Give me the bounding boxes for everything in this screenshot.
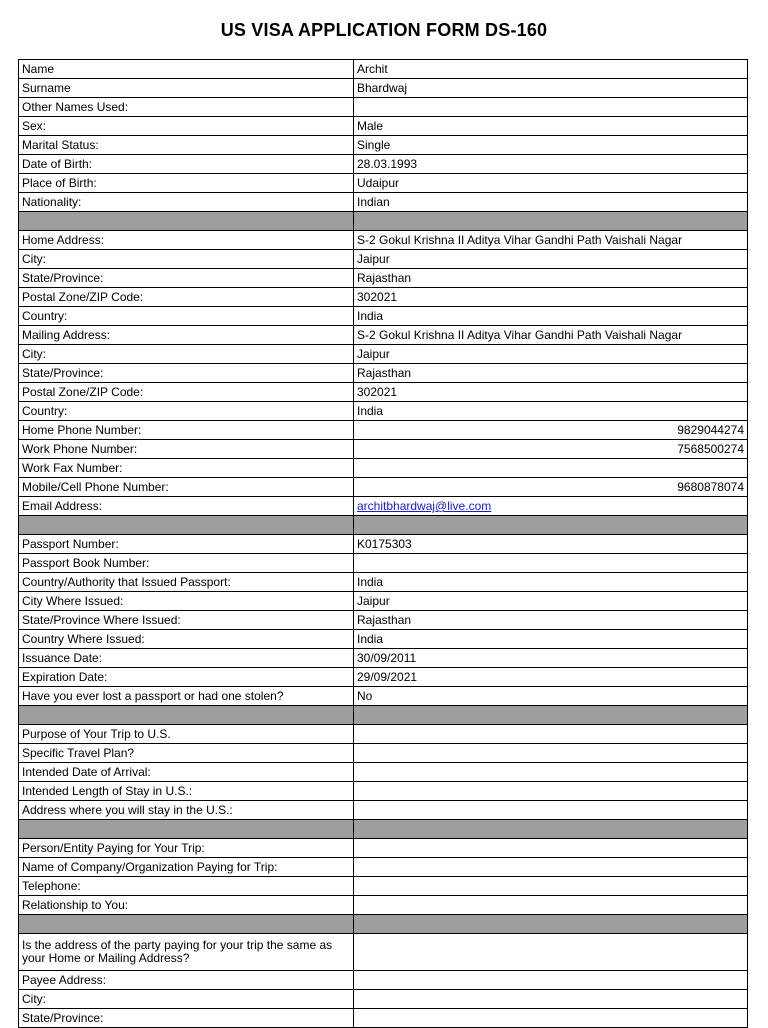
field-label: Country: xyxy=(19,402,354,421)
field-label: Relationship to You: xyxy=(19,896,354,915)
field-value xyxy=(354,98,748,117)
field-value xyxy=(354,877,748,896)
form-row xyxy=(19,971,748,990)
application-form-table xyxy=(18,59,748,1028)
form-row xyxy=(19,345,748,364)
form-row xyxy=(19,117,748,136)
field-label: Telephone: xyxy=(19,877,354,896)
field-value: Jaipur xyxy=(354,592,748,611)
field-value: Jaipur xyxy=(354,345,748,364)
field-label: Name of Company/Organization Paying for Trip: xyxy=(19,858,354,877)
form-row xyxy=(19,231,748,250)
field-value: 302021 xyxy=(354,383,748,402)
field-value: Rajasthan xyxy=(354,269,748,288)
form-row xyxy=(19,383,748,402)
field-label: Issuance Date: xyxy=(19,649,354,668)
section-divider xyxy=(19,820,748,839)
form-row xyxy=(19,155,748,174)
field-value: 29/09/2021 xyxy=(354,668,748,687)
field-label: Name xyxy=(19,60,354,79)
section-divider-cell xyxy=(354,212,748,231)
form-row xyxy=(19,877,748,896)
field-value: India xyxy=(354,630,748,649)
field-label: Sex: xyxy=(19,117,354,136)
field-value: S-2 Gokul Krishna II Aditya Vihar Gandhi Path Vaishali Nagar xyxy=(354,231,748,250)
field-value: 7568500274 xyxy=(354,440,748,459)
field-label: State/Province: xyxy=(19,269,354,288)
form-row xyxy=(19,440,748,459)
form-row xyxy=(19,573,748,592)
form-row xyxy=(19,402,748,421)
field-value xyxy=(354,801,748,820)
field-value: Rajasthan xyxy=(354,611,748,630)
form-row xyxy=(19,307,748,326)
field-value xyxy=(354,1009,748,1028)
section-divider-cell xyxy=(19,516,354,535)
field-value: Archit xyxy=(354,60,748,79)
field-label: Nationality: xyxy=(19,193,354,212)
field-label: Marital Status: xyxy=(19,136,354,155)
field-label: Surname xyxy=(19,79,354,98)
form-row xyxy=(19,858,748,877)
form-row xyxy=(19,801,748,820)
form-row xyxy=(19,1009,748,1028)
field-value xyxy=(354,744,748,763)
form-row xyxy=(19,554,748,573)
field-label: State/Province Where Issued: xyxy=(19,611,354,630)
form-row xyxy=(19,364,748,383)
field-label: Person/Entity Paying for Your Trip: xyxy=(19,839,354,858)
form-row xyxy=(19,744,748,763)
form-row xyxy=(19,611,748,630)
form-row xyxy=(19,630,748,649)
form-row xyxy=(19,990,748,1009)
field-label: Country: xyxy=(19,307,354,326)
field-label: State/Province: xyxy=(19,364,354,383)
form-row xyxy=(19,193,748,212)
form-row xyxy=(19,725,748,744)
field-value xyxy=(354,725,748,744)
form-row xyxy=(19,174,748,193)
field-value: India xyxy=(354,307,748,326)
field-value: Indian xyxy=(354,193,748,212)
field-label: Intended Length of Stay in U.S.: xyxy=(19,782,354,801)
field-label: Country/Authority that Issued Passport: xyxy=(19,573,354,592)
field-label: Is the address of the party paying for your trip the same as your Home or Mailing Address? xyxy=(19,934,354,971)
field-value xyxy=(354,782,748,801)
field-label: Country Where Issued: xyxy=(19,630,354,649)
field-value: Single xyxy=(354,136,748,155)
form-row xyxy=(19,250,748,269)
section-divider xyxy=(19,212,748,231)
field-value xyxy=(354,459,748,478)
form-row xyxy=(19,668,748,687)
section-divider-cell xyxy=(354,820,748,839)
field-label: Home Phone Number: xyxy=(19,421,354,440)
field-value: 9680878074 xyxy=(354,478,748,497)
field-value xyxy=(354,839,748,858)
form-row xyxy=(19,459,748,478)
form-row xyxy=(19,288,748,307)
field-value xyxy=(354,858,748,877)
field-label: Expiration Date: xyxy=(19,668,354,687)
field-value xyxy=(354,554,748,573)
form-row xyxy=(19,763,748,782)
form-row xyxy=(19,497,748,516)
section-divider-cell xyxy=(354,706,748,725)
field-value xyxy=(354,934,748,971)
field-label: City Where Issued: xyxy=(19,592,354,611)
field-value: Udaipur xyxy=(354,174,748,193)
field-value xyxy=(354,990,748,1009)
field-label: Other Names Used: xyxy=(19,98,354,117)
field-label: Mailing Address: xyxy=(19,326,354,345)
field-value: India xyxy=(354,402,748,421)
field-value xyxy=(354,896,748,915)
email-link[interactable]: architbhardwaj@live.com xyxy=(357,499,492,513)
field-label: Date of Birth: xyxy=(19,155,354,174)
field-label: Purpose of Your Trip to U.S. xyxy=(19,725,354,744)
field-label: Payee Address: xyxy=(19,971,354,990)
field-value: No xyxy=(354,687,748,706)
form-row xyxy=(19,592,748,611)
section-divider-cell xyxy=(19,706,354,725)
form-row xyxy=(19,649,748,668)
field-value: Jaipur xyxy=(354,250,748,269)
field-label: Work Fax Number: xyxy=(19,459,354,478)
field-label: Passport Book Number: xyxy=(19,554,354,573)
form-row xyxy=(19,687,748,706)
field-label: Address where you will stay in the U.S.: xyxy=(19,801,354,820)
form-row xyxy=(19,478,748,497)
form-row xyxy=(19,535,748,554)
form-row xyxy=(19,839,748,858)
section-divider-cell xyxy=(19,212,354,231)
form-row xyxy=(19,60,748,79)
field-value: K0175303 xyxy=(354,535,748,554)
field-value xyxy=(354,497,748,516)
field-value: Rajasthan xyxy=(354,364,748,383)
field-value xyxy=(354,971,748,990)
field-label: State/Province: xyxy=(19,1009,354,1028)
form-row xyxy=(19,98,748,117)
form-row xyxy=(19,896,748,915)
field-value: Male xyxy=(354,117,748,136)
section-divider-cell xyxy=(354,516,748,535)
field-label: Intended Date of Arrival: xyxy=(19,763,354,782)
section-divider-cell xyxy=(354,915,748,934)
field-value: Bhardwaj xyxy=(354,79,748,98)
field-value: 28.03.1993 xyxy=(354,155,748,174)
section-divider xyxy=(19,516,748,535)
form-row xyxy=(19,934,748,971)
form-row xyxy=(19,782,748,801)
field-label: City: xyxy=(19,990,354,1009)
field-label: Postal Zone/ZIP Code: xyxy=(19,288,354,307)
section-divider-cell xyxy=(19,820,354,839)
field-value: 302021 xyxy=(354,288,748,307)
field-value xyxy=(354,763,748,782)
form-row xyxy=(19,136,748,155)
field-label: Postal Zone/ZIP Code: xyxy=(19,383,354,402)
field-label: City: xyxy=(19,345,354,364)
field-label: Work Phone Number: xyxy=(19,440,354,459)
form-row xyxy=(19,269,748,288)
field-value: 30/09/2011 xyxy=(354,649,748,668)
form-title: US VISA APPLICATION FORM DS-160 xyxy=(220,20,548,40)
section-divider xyxy=(19,706,748,725)
field-label: City: xyxy=(19,250,354,269)
form-row xyxy=(19,326,748,345)
field-value: India xyxy=(354,573,748,592)
field-label: Have you ever lost a passport or had one stolen? xyxy=(19,687,354,706)
form-row xyxy=(19,79,748,98)
field-label: Mobile/Cell Phone Number: xyxy=(19,478,354,497)
field-value: 9829044274 xyxy=(354,421,748,440)
field-label: Place of Birth: xyxy=(19,174,354,193)
field-label: Specific Travel Plan? xyxy=(19,744,354,763)
form-row xyxy=(19,421,748,440)
field-label: Email Address: xyxy=(19,497,354,516)
field-label: Passport Number: xyxy=(19,535,354,554)
field-value: S-2 Gokul Krishna II Aditya Vihar Gandhi Path Vaishali Nagar xyxy=(354,326,748,345)
form-body xyxy=(19,60,748,1028)
field-label: Home Address: xyxy=(19,231,354,250)
section-divider-cell xyxy=(19,915,354,934)
section-divider xyxy=(19,915,748,934)
